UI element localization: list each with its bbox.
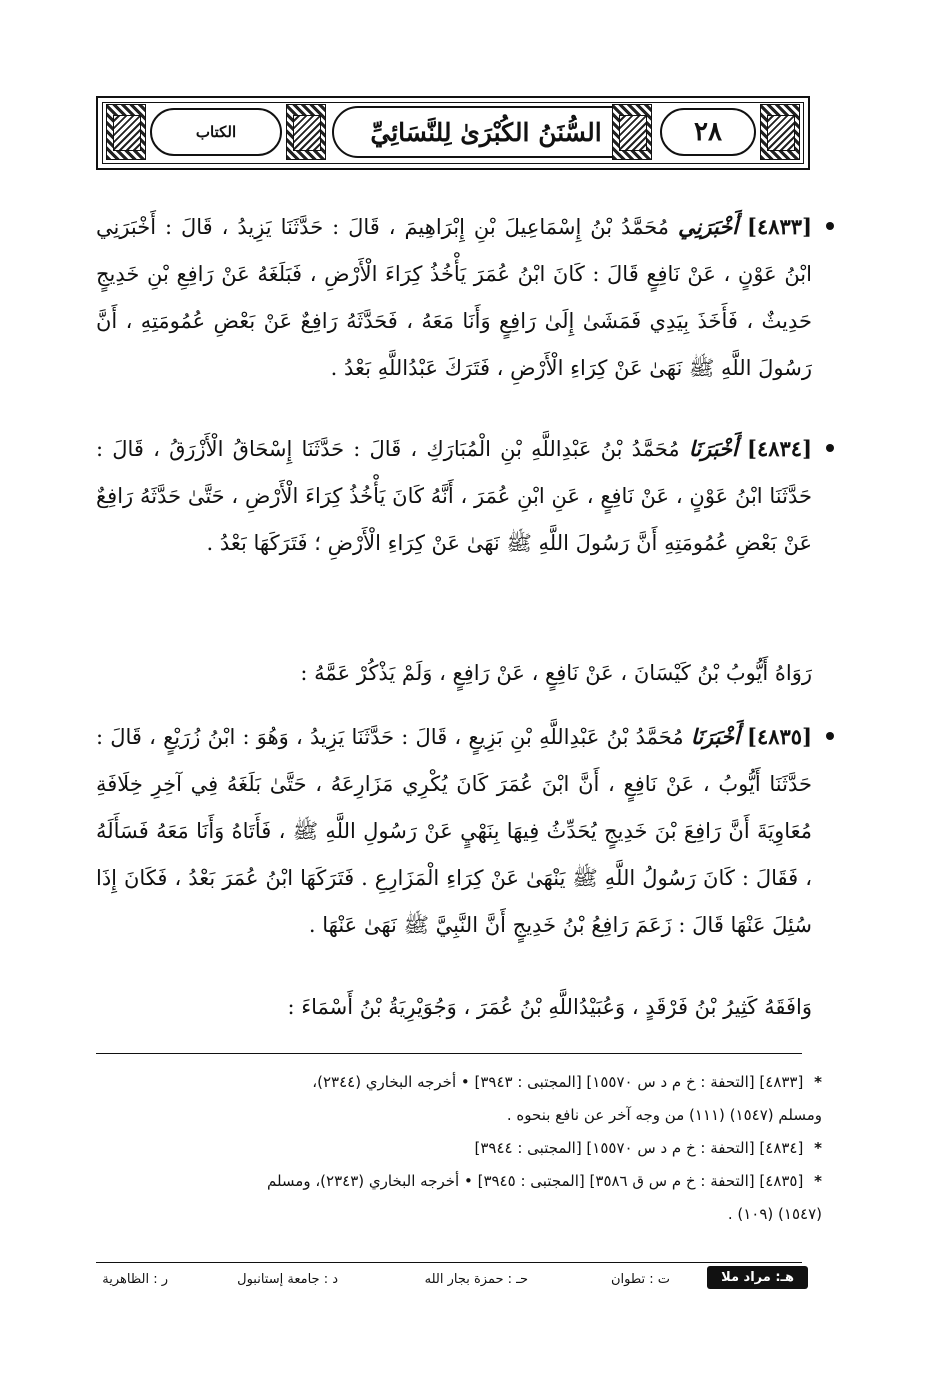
manuscript-badge: هـ: مراد ملا — [707, 1266, 808, 1289]
book-title-text: السُّنَنُ الكُبْرَىٰ لِلنَّسَائِيِّ — [370, 117, 602, 147]
page-header — [96, 96, 810, 170]
akhbarana: أَخْبَرَنِي — [677, 214, 739, 239]
manuscript-label: ت : تطوان — [610, 1272, 670, 1287]
footnote — [96, 1132, 822, 1165]
page-number-text: ٢٨ — [694, 117, 722, 147]
narration-note — [96, 984, 850, 1031]
hadith-paragraph — [96, 713, 812, 949]
emblem-text: الكتاب — [195, 123, 237, 141]
footnote-line: (١٥٤٧) (١٠٩) . — [727, 1205, 822, 1223]
manuscript-label: ر : الظاهرية — [102, 1272, 168, 1287]
footnote — [96, 1165, 822, 1231]
bullet-icon — [826, 444, 834, 452]
akhbarana: أَخْبَرَنَا — [690, 724, 740, 749]
hadith-paragraph — [96, 203, 812, 392]
hadith-number: [٤٨٣٥] — [747, 724, 812, 749]
manuscript-label: حـ : حمزة بجار الله — [424, 1272, 528, 1287]
manuscript-label: د : جامعة إستانبول — [237, 1272, 338, 1287]
footnote-divider — [96, 1053, 802, 1054]
ornament-icon — [612, 104, 652, 160]
bottom-divider — [96, 1262, 802, 1263]
hadith-text: مُحَمَّدُ بْنُ عَبْدِاللَّهِ بْنِ بَزِيعٍ ، قَالَ : حَدَّثَنَا يَزِيدُ ، وَهُوَ : ابْنُ زُرَيْعٍ ، قَالَ : حَدَّثَنَا أَيُّوبُ ، عَنْ نَافِعٍ ، أَنَّ ابْنَ عُمَرَ كَانَ يُكْرِي مَزَارِعَهُ ، حَتَّىٰ بَلَغَهُ فِي آخِرِ خِلَافَةِ مُعَاوِيَةَ أَنَّ رَافِعَ بْنَ خَدِيجٍ يُحَدِّثُ فِيهَا بِنَهْيٍ عَنْ رَسُولِ اللَّهِ ﷺ ، فَأَتَاهُ وَأَنَا مَعَهُ فَسَأَلَهُ ، فَقَالَ : كَانَ رَسُولُ اللَّهِ ﷺ يَنْهَىٰ عَنْ كِرَاءِ الْمَزَارِعِ . فَتَرَكَهَا ابْنُ عُمَرَ بَعْدُ ، فَكَانَ إِذَا سُئِلَ عَنْهَا قَالَ : زَعَمَ رَافِعُ بْنُ خَدِيجٍ أَنَّ النَّبِيَّ ﷺ نَهَىٰ عَنْهَا . — [96, 725, 812, 937]
footnote — [96, 1066, 822, 1132]
footnote-line: [٤٨٣٣] [التحفة : خ م د س ١٥٥٧٠] [المجتبى : ٣٩٤٣] • أخرجه البخاري (٢٣٤٤)، — [312, 1073, 804, 1091]
asterisk-icon: * — [814, 1139, 822, 1157]
hadith-4835 — [96, 713, 812, 949]
bullet-icon — [826, 222, 834, 230]
hadith-4833 — [96, 203, 812, 392]
hadith-number: [٤٨٣٣] — [747, 214, 812, 239]
ornament-icon — [106, 104, 146, 160]
footnote-line: [٤٨٣٤] [التحفة : خ م د س ١٥٥٧٠] [المجتبى : ٣٩٤٤] — [474, 1139, 804, 1157]
ornament-icon — [760, 104, 800, 160]
hadith-number: [٤٨٣٤] — [747, 436, 812, 461]
hadith-4834 — [96, 425, 812, 567]
emblem — [150, 108, 282, 156]
hadith-text: مُحَمَّدُ بْنُ إِسْمَاعِيلَ بْنِ إِبْرَاهِيمَ ، قَالَ : حَدَّثَنَا يَزِيدُ ، قَالَ : أَخْبَرَنِي ابْنُ عَوْنٍ ، عَنْ نَافِعٍ قَالَ : كَانَ ابْنُ عُمَرَ يَأْخُذُ كِرَاءَ الْأَرْضِ ، فَبَلَغَهُ عَنْ رَافِعِ بْنِ خَدِيجٍ حَدِيثٌ ، فَأَخَذَ بِيَدِي فَمَشَىٰ إِلَىٰ رَافِعٍ وَأَنَا مَعَهُ ، فَحَدَّثَهُ رَافِعٌ عَنْ بَعْضِ عُمُومَتِهِ ، أَنَّ رَسُولَ اللَّهِ ﷺ نَهَىٰ عَنْ كِرَاءِ الْأَرْضِ ، فَتَرَكَ عَبْدُاللَّهِ بَعْدُ . — [96, 215, 812, 380]
ornament-icon — [286, 104, 326, 160]
asterisk-icon: * — [814, 1073, 822, 1091]
footnote-line: ومسلم (١٥٤٧) (١١١) من وجه آخر عن نافع بنحوه . — [506, 1106, 822, 1124]
manuscript-sigla — [96, 1266, 808, 1300]
bullet-icon — [826, 732, 834, 740]
narration-note — [96, 650, 850, 697]
hadith-text: مُحَمَّدُ بْنُ عَبْدِاللَّهِ بْنِ الْمُبَارَكِ ، قَالَ : حَدَّثَنَا إِسْحَاقُ الْأَزْرَقُ ، قَالَ : حَدَّثَنَا ابْنُ عَوْنٍ ، عَنْ نَافِعٍ ، عَنِ ابْنِ عُمَرَ ، أَنَّهُ كَانَ يَأْخُذُ كِرَاءَ الْأَرْضِ ، حَتَّىٰ حَدَّثَهُ رَافِعٌ عَنْ بَعْضِ عُمُومَتِهِ أَنَّ رَسُولَ اللَّهِ ﷺ نَهَىٰ عَنْ كِرَاءِ الْأَرْضِ ؛ فَتَرَكَهَا بَعْدُ . — [96, 437, 812, 555]
footnote-line: [٤٨٣٥] [التحفة : خ م س ق ٣٥٨٦] [المجتبى : ٣٩٤٥] • أخرجه البخاري (٢٣٤٣)، ومسلم — [266, 1172, 804, 1190]
hadith-paragraph — [96, 425, 812, 567]
page-number — [660, 108, 756, 156]
book-title — [332, 106, 640, 158]
footnotes — [96, 1066, 822, 1231]
narration-note-text: وَافَقَهُ كَثِيرُ بْنُ فَرْقَدٍ ، وَعُبَيْدُاللَّهِ بْنُ عُمَرَ ، وَجُوَيْرِيَةُ بْنُ أَسْمَاءَ : — [287, 995, 812, 1019]
narration-note-text: رَوَاهُ أَيُّوبُ بْنُ كَيْسَانَ ، عَنْ نَافِعٍ ، عَنْ رَافِعٍ ، وَلَمْ يَذْكُرْ عَمَّهُ : — [300, 661, 812, 685]
akhbarana: أَخْبَرَنَا — [688, 436, 738, 461]
asterisk-icon: * — [814, 1172, 822, 1190]
